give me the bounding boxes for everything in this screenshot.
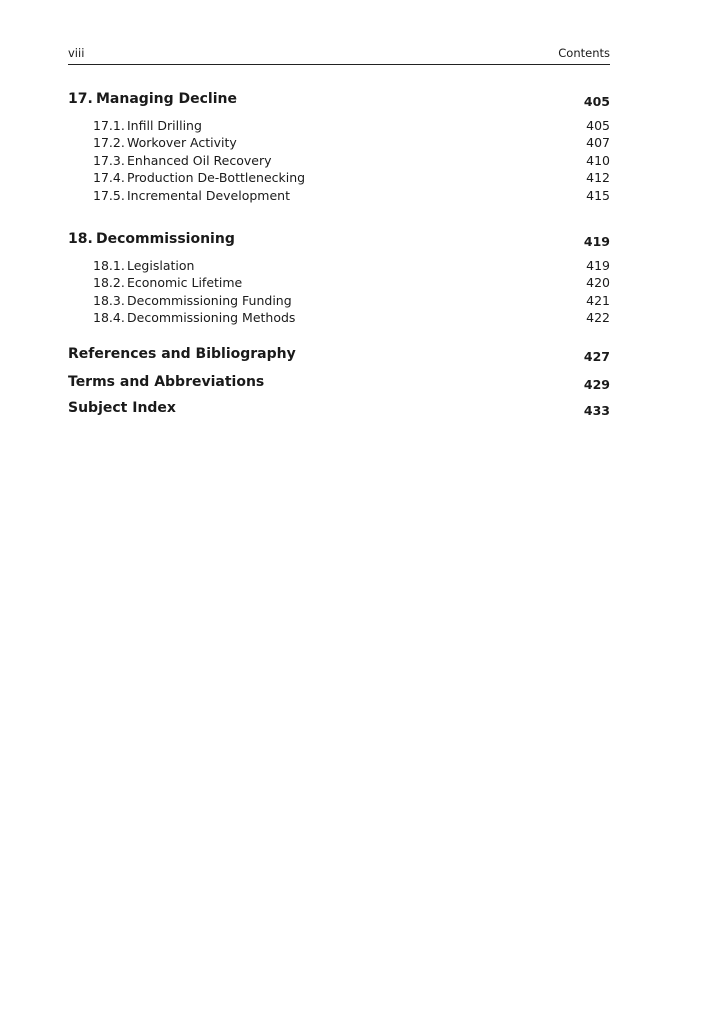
section-page: 405 [586,118,610,133]
chapter-page: 419 [583,233,610,249]
chapter-number: 18. [68,230,93,247]
section-page: 419 [586,257,610,273]
section-number: 17.1. [93,118,125,133]
back-matter-page: 427 [583,348,610,364]
toc-section-entry[interactable] [68,153,610,170]
section-title: Infill Drilling [127,118,202,133]
back-matter-title: References and Bibliography [68,345,296,362]
section-page: 412 [586,170,610,186]
section-page: 421 [586,292,610,308]
section-page: 410 [586,152,610,168]
section-title: Decommissioning Funding [127,292,292,308]
chapter-number: 17. [68,91,93,107]
chapter-heading[interactable] [68,231,610,251]
toc-section-entry[interactable] [68,170,610,187]
section-title: Decommissioning Methods [127,310,296,326]
section-title: Incremental Development [127,187,290,203]
section-page: 420 [586,275,610,291]
section-number: 17.2. [93,135,125,151]
chapter-title: Decommissioning [96,230,235,247]
toc-section-entry[interactable] [68,118,610,135]
section-title: Enhanced Oil Recovery [127,152,272,168]
section-number: 18.2. [93,275,125,291]
back-matter-entry-references[interactable] [68,346,610,366]
toc-section-entry[interactable] [68,275,610,292]
section-number: 18.1. [93,257,125,273]
section-page: 407 [586,135,610,151]
back-matter-page: 429 [583,376,610,392]
chapter-page: 405 [583,94,610,109]
chapter-17 [68,91,610,205]
section-number: 18.4. [93,310,125,326]
back-matter-title: Terms and Abbreviations [68,373,265,390]
toc-section-entry[interactable] [68,188,610,205]
chapter-heading[interactable] [68,91,610,111]
section-title: Workover Activity [127,135,237,151]
back-matter-title: Subject Index [68,399,176,416]
back-matter-entry-terms[interactable] [68,374,610,394]
section-number: 18.3. [93,292,125,308]
header-running-title: Contents [558,46,610,60]
header-page-number: viii [68,46,85,60]
toc-section-entry[interactable] [68,293,610,310]
section-number: 17.3. [93,152,125,168]
back-matter-entry-index[interactable] [68,400,610,420]
section-title: Economic Lifetime [127,275,243,291]
section-page: 422 [586,310,610,326]
table-of-contents [68,91,610,420]
section-list [68,118,610,205]
section-list [68,258,610,328]
chapter-18 [68,231,610,328]
toc-section-entry[interactable] [68,310,610,327]
section-number: 17.4. [93,170,125,186]
section-page: 415 [586,187,610,203]
section-title: Production De-Bottlenecking [127,170,306,186]
toc-section-entry[interactable] [68,135,610,152]
back-matter-page: 433 [583,402,610,418]
chapter-title: Managing Decline [96,91,237,107]
section-title: Legislation [127,257,195,273]
running-header [68,46,610,65]
section-number: 17.5. [93,187,125,203]
toc-section-entry[interactable] [68,258,610,275]
